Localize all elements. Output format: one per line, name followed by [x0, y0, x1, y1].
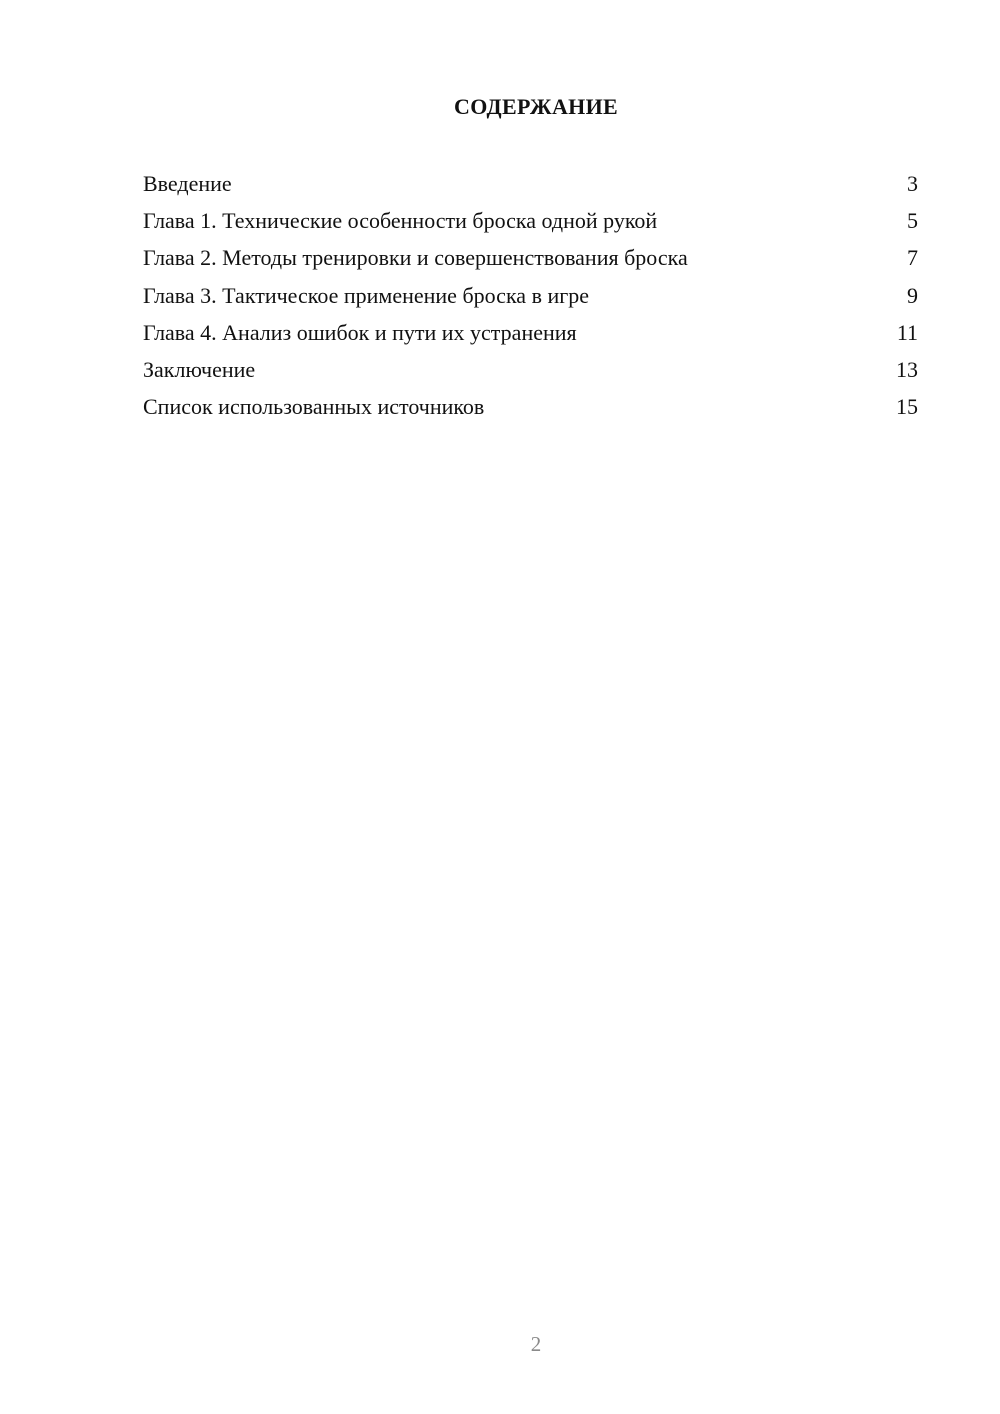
toc-entry-page: 3: [907, 171, 918, 196]
toc-entry-title: Глава 2. Методы тренировки и совершенствования броска: [143, 245, 688, 271]
toc-entry-introduction: [143, 168, 918, 205]
toc-list: [143, 168, 918, 428]
toc-entry-references: [143, 391, 918, 428]
toc-entry-chapter-2: [143, 242, 918, 279]
toc-entry-title: Глава 1. Технические особенности броска одной рукой: [143, 208, 658, 234]
toc-entry-page: 13: [896, 356, 918, 382]
toc-entry-page: 15: [896, 394, 918, 420]
toc-entry-chapter-1: [143, 205, 918, 242]
toc-entry-chapter-3: [143, 280, 918, 317]
toc-entry-page: 5: [907, 208, 918, 234]
toc-entry-title: Список использованных источников: [143, 394, 485, 420]
toc-entry-page: 9: [907, 282, 918, 308]
toc-entry-page: 11: [896, 319, 918, 345]
toc-entry-title: Введение: [143, 171, 232, 196]
toc-entry-title: Глава 3. Тактическое применение броска в игре: [143, 282, 590, 308]
toc-entry-page: 7: [907, 245, 918, 271]
toc-heading: СОДЕРЖАНИЕ: [454, 94, 618, 119]
toc-entry-title: Заключение: [143, 356, 256, 382]
toc-entry-conclusion: [143, 354, 918, 391]
toc-entry-chapter-4: [143, 317, 918, 354]
toc-entry-title: Глава 4. Анализ ошибок и пути их устранения: [143, 319, 577, 345]
page-number: 2: [530, 1332, 542, 1356]
